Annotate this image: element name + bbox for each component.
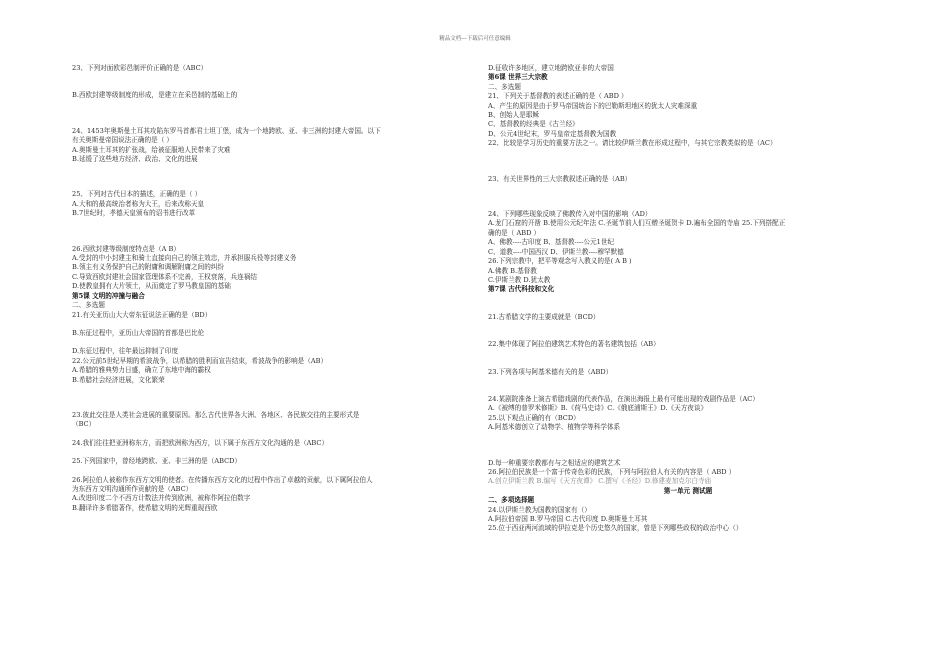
section-heading: 二、多项选择题 [488, 496, 535, 505]
text-line: D.使教皇拥有大片领土，从而奠定了罗马教皇国的基础 [72, 282, 231, 291]
text-line: D.每一种重要宗教都有与之相适应的建筑艺术 [488, 458, 621, 467]
text-line: 24.我们往往把亚洲称东方，而把欧洲称为西方，以下属于东西方文化沟通的是（ABC） [72, 438, 329, 447]
text-line: B.东征过程中，亚历山大帝国的首都是巴比伦 [72, 328, 205, 337]
text-line: 25.以下观点正确的有（BCD） [488, 413, 580, 422]
spacer [72, 101, 464, 127]
text-line: D、公元4世纪末，罗马皇帝定基督教为国教 [488, 129, 617, 138]
spacer [72, 73, 464, 91]
spacer [72, 164, 464, 190]
text-line: 24、1453年奥斯曼土耳其攻陷东罗马首都君士坦丁堡，成为一个地跨欧、亚、非三洲的封建大帝国。以下 [72, 126, 381, 135]
text-line: 二、多选题 [72, 301, 105, 310]
text-line: C.导致西欧封建社会国家管理体系不完善，王权衰落，兵连祸结 [72, 272, 257, 281]
left-column [72, 64, 464, 513]
spacer [488, 184, 888, 210]
spacer [72, 338, 464, 347]
text-line: C.伊斯兰教 D.犹太教 [488, 275, 551, 284]
text-line: 24.以伊斯兰教为国教的国家有（） [488, 505, 591, 514]
spacer [488, 433, 888, 459]
text-line: 24、下列哪些现象反映了佛教传入对中国的影响（AD） [488, 210, 652, 219]
text-line: 26.西欧封建等级制度特点是（A B） [72, 244, 180, 253]
spacer [72, 219, 464, 245]
text-line: A.阿基米德创立了动物学、植物学等科学体系 [488, 423, 621, 432]
text-line: B.希腊社会经济进展，文化繁荣 [72, 375, 165, 384]
text-line: D.东征过程中，往年最远抑制了印度 [72, 347, 179, 356]
text-line: 确的是（ ABD ） [488, 228, 541, 237]
spacer [488, 377, 888, 395]
text-line: 26.阿拉伯人被称作东西方文明的使者。在传播东西方文化的过程中作出了卓越的贡献，以下属阿拉伯人 [72, 475, 373, 484]
text-line: 22、比较是学习历史的重要方法之一。请比较伊斯兰教在形成过程中，与其它宗教类似的是（AC） [488, 139, 777, 148]
spacer [72, 385, 464, 411]
spacer [488, 149, 888, 175]
spacer [488, 295, 888, 313]
spacer [488, 350, 888, 368]
section-heading: 第6课 世界三大宗教 [488, 73, 548, 82]
section-heading: 第5课 文明的冲撞与融合 [72, 291, 145, 300]
text-line: 23.彼此交往是人类社会进展的重要原因。那么古代世界各大洲、各地区、各民族交往的主要形式是 [72, 410, 360, 419]
text-line: A.奥斯曼土耳其的扩张战，给被征服地人民带来了灾难 [72, 145, 231, 154]
text-line: B、创始人是耶稣 [488, 111, 540, 120]
text-line: （BC） [72, 420, 96, 429]
text-line: 为东西方文明沟通所作贡献的是（ABC） [72, 484, 193, 493]
text-line: 23、下列对面欧彩邑制评价正确的是（ABC） [72, 64, 208, 72]
text-line: B.7世纪时，孝德天皇颁布的诏书进行改革 [72, 209, 196, 218]
text-line: 23、有关世界性的三大宗教叙述正确的是（AB） [488, 174, 632, 183]
text-line: A.希腊的雅典势力日盛，确立了东地中海的霸权 [72, 366, 211, 375]
text-line: 21.古希腊文学的主要成就是（BCD） [488, 312, 600, 321]
text-line: 二、多选题 [488, 82, 521, 91]
right-column [488, 64, 888, 534]
text-line: C、道教----中国西汉 D、伊斯兰教----穆罕默德 [488, 247, 624, 256]
text-line: 25、下列对古代日本的描述，正确的是（ ） [72, 190, 202, 199]
text-line: B.延缓了这些地方经济、政治、文化的进展 [72, 155, 198, 164]
spacer [488, 322, 888, 340]
text-line: B.领主有义务保护自己的附庸和调解附庸之间的纠纷 [72, 263, 225, 272]
text-line: B.翻译许多希腊著作，使希腊文明的光辉重现西欧 [72, 503, 218, 512]
text-line: A.大和的最高统治者称为大王，后来改称天皇 [72, 199, 205, 208]
text-line: 有关奥斯曼帝国说法正确的是（ ） [72, 136, 174, 145]
text-line: A.龙门石窟的开凿 B.使用公元纪年法 C.圣诞节前人们互赠圣诞贺卡 D.遍布全国的寺庙 25.下列搭配正 [488, 219, 786, 228]
text-line: C、基督教的经典是《古兰经》 [488, 120, 579, 129]
text-line: 22.集中体现了阿拉伯建筑艺术特色的著名建筑包括（AB） [488, 340, 660, 349]
spacer [72, 430, 464, 439]
text-line: A.《被缚的普罗米修斯》B.《荷马史诗》C.《俄底浦斯王》D.《天方夜谈》 [488, 404, 708, 413]
text-line: 22.公元前5世纪早期的希波战争，以希腊的胜利而宣告结束，希波战争的影响是（AB） [72, 356, 328, 365]
text-line: 21.有关亚历山大大帝东征说法正确的是（BD） [72, 310, 212, 319]
section-heading: 第7课 古代科技和文化 [488, 285, 555, 294]
text-line: D.征收许多地区，建立地跨欧亚非的大帝国 [488, 64, 614, 72]
spacer [72, 467, 464, 476]
text-line: 26.阿拉伯民族是一个富于传奇色彩的民族，下列与阿拉伯人有关的内容是（ ABD ） [488, 467, 736, 476]
text-line: A.改进印度二个不西方计数法并传到欧洲，被称作阿拉伯数字 [72, 494, 251, 503]
text-line: A.创立伊斯兰教 B.编写《天方夜谭》 C.撰写《圣经》D.修建麦加克尔白寺庙 [488, 477, 712, 486]
text-line: 25.位于西亚两河流域的伊拉克是个历史悠久的国家，曾是下列哪些政权的政治中心（） [488, 524, 743, 533]
text-line: A.受封的中小封建主和骑士直接向自己的领主效忠，并承担服兵役等封建义务 [72, 254, 297, 263]
text-line: 25.下列国家中，曾经地跨欧、亚、非三洲的是（ABCD） [72, 457, 242, 466]
text-line: 21、下列关于基督教的表述正确的是（ ABD ） [488, 92, 628, 101]
section-heading: 第一单元 测试题 [663, 486, 713, 495]
text-line: A.阿拉伯帝国 B.罗马帝国 C.古代印度 D.奥斯曼土耳其 [488, 515, 648, 523]
text-line: A、佛教----古印度 B、基督教----公元1世纪 [488, 238, 615, 247]
text-line: 24.某剧院准备上演古希腊戏剧的代表作品，在演出海报上最有可能出现的戏剧作品是（AC） [488, 394, 759, 403]
page-header: 精品文档---下载后可任意编辑 [439, 36, 511, 42]
text-line: 23.下列各项与阿基米德有关的是（ABD） [488, 367, 613, 376]
spacer [72, 448, 464, 457]
text-line: B.西欧封建等级制度的形成，是建立在采邑制的基础上的 [72, 91, 238, 100]
text-line: A.佛教 B.基督教 [488, 266, 537, 275]
spacer [72, 320, 464, 329]
text-line: A、产生的原因是由于罗马帝国统治下的巴勒斯坦地区的犹太人灾难深重 [488, 101, 698, 110]
text-line: 26.下列宗教中，把平等观念写入教义的是( A B ) [488, 257, 632, 266]
